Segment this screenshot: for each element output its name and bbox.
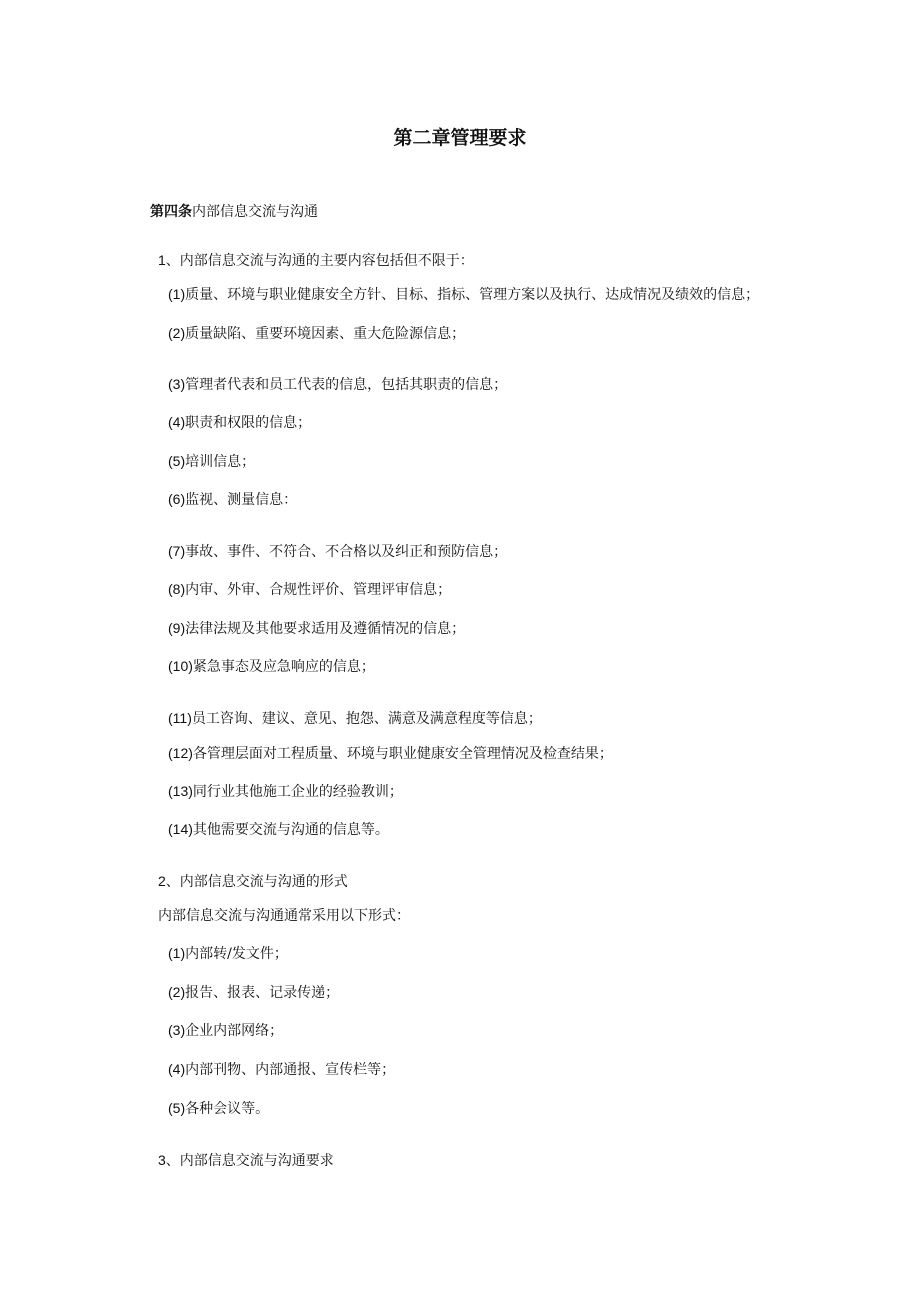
article-label: 第四条 — [150, 204, 192, 220]
list-item-text: 各管理层面对工程质量、环境与职业健康安全管理情况及检查结果； — [192, 746, 613, 762]
list-item-number: (4) — [168, 414, 186, 430]
list-item-number: (10) — [168, 658, 193, 674]
list-item — [168, 324, 465, 343]
list-item-number: (9) — [168, 620, 186, 636]
list-item-text: 各种会议等。 — [185, 1101, 270, 1117]
list-item-text: 其他需要交流与沟通的信息等。 — [192, 822, 389, 838]
list-item-text: 报告、报表、记录传递； — [185, 985, 340, 1001]
list-item-number: (13) — [168, 783, 193, 799]
list-item — [168, 944, 288, 963]
list-item — [168, 1060, 395, 1079]
list-item — [168, 1099, 269, 1118]
list-item-text: 法律法规及其他要求适用及遵循情况的信息； — [185, 621, 466, 637]
list-item-number: (12) — [168, 745, 193, 761]
list-item-text: 管理者代表和员工代表的信息，包括其职责的信息； — [185, 377, 508, 393]
list-item-text: 紧急事态及应急响应的信息； — [192, 659, 375, 675]
list-item-text: 企业内部网络； — [185, 1023, 284, 1039]
list-item-number: (2) — [168, 325, 186, 341]
list-item — [168, 782, 403, 801]
list-item — [168, 375, 507, 394]
section-2-heading-text: 内部信息交流与沟通的形式 — [179, 874, 348, 890]
section-1-number: 1、 — [158, 252, 180, 268]
list-item — [168, 820, 389, 839]
list-item — [168, 709, 542, 728]
article-heading — [150, 203, 318, 221]
list-item-number: (4) — [168, 1061, 186, 1077]
list-item-number: (5) — [168, 453, 186, 469]
list-item-number: (2) — [168, 984, 186, 1000]
list-item-text: 质量、环境与职业健康安全方针、目标、指标、管理方案以及执行、达成情况及绩效的信息； — [185, 287, 760, 303]
list-item — [168, 542, 507, 561]
list-item — [168, 619, 465, 638]
list-item-number: (1) — [168, 286, 186, 302]
section-3-heading-text: 内部信息交流与沟通要求 — [179, 1153, 334, 1169]
list-item-number: (6) — [168, 491, 186, 507]
article-title: 内部信息交流与沟通 — [192, 204, 318, 220]
list-item-number: (5) — [168, 1100, 186, 1116]
list-item — [168, 983, 339, 1002]
list-item — [168, 657, 375, 676]
section-1-heading — [158, 251, 474, 270]
section-3-number: 3、 — [158, 1152, 180, 1168]
list-item-number: (7) — [168, 543, 186, 559]
list-item — [168, 580, 451, 599]
list-item-text: 质量缺陷、重要环境因素、重大危险源信息； — [185, 326, 466, 342]
list-item-text: 内部转/发文件； — [185, 946, 288, 962]
list-item-number: (11) — [168, 710, 192, 726]
list-item-text: 事故、事件、不符合、不合格以及纠正和预防信息； — [185, 544, 508, 560]
list-item — [168, 452, 255, 471]
list-item-number: (3) — [168, 1022, 186, 1038]
list-item — [168, 413, 311, 432]
list-item — [168, 285, 759, 304]
list-item-text: 内审、外审、合规性评价、管理评审信息； — [185, 582, 452, 598]
list-item-number: (1) — [168, 945, 186, 961]
list-item — [168, 744, 613, 763]
list-item-text: 员工咨询、建议、意见、抱怨、满意及满意程度等信息； — [191, 711, 542, 727]
list-item-text: 内部刊物、内部通报、宣传栏等； — [185, 1062, 396, 1078]
list-item — [168, 490, 297, 509]
chapter-title: 第二章管理要求 — [393, 127, 527, 149]
section-2-heading — [158, 872, 348, 891]
section-2-number: 2、 — [158, 873, 180, 889]
list-item-text: 监视、测量信息： — [185, 492, 298, 508]
list-item-text: 职责和权限的信息； — [185, 415, 312, 431]
list-item-number: (8) — [168, 581, 186, 597]
list-item — [168, 1021, 283, 1040]
list-item-text: 同行业其他施工企业的经验教训； — [192, 784, 403, 800]
section-1-heading-text: 内部信息交流与沟通的主要内容包括但不限于： — [179, 253, 474, 269]
section-2-intro: 内部信息交流与沟通通常采用以下形式： — [158, 908, 410, 924]
list-item-text: 培训信息； — [185, 454, 256, 470]
section-3-heading — [158, 1151, 334, 1170]
list-item-number: (14) — [168, 821, 193, 837]
list-item-number: (3) — [168, 376, 186, 392]
